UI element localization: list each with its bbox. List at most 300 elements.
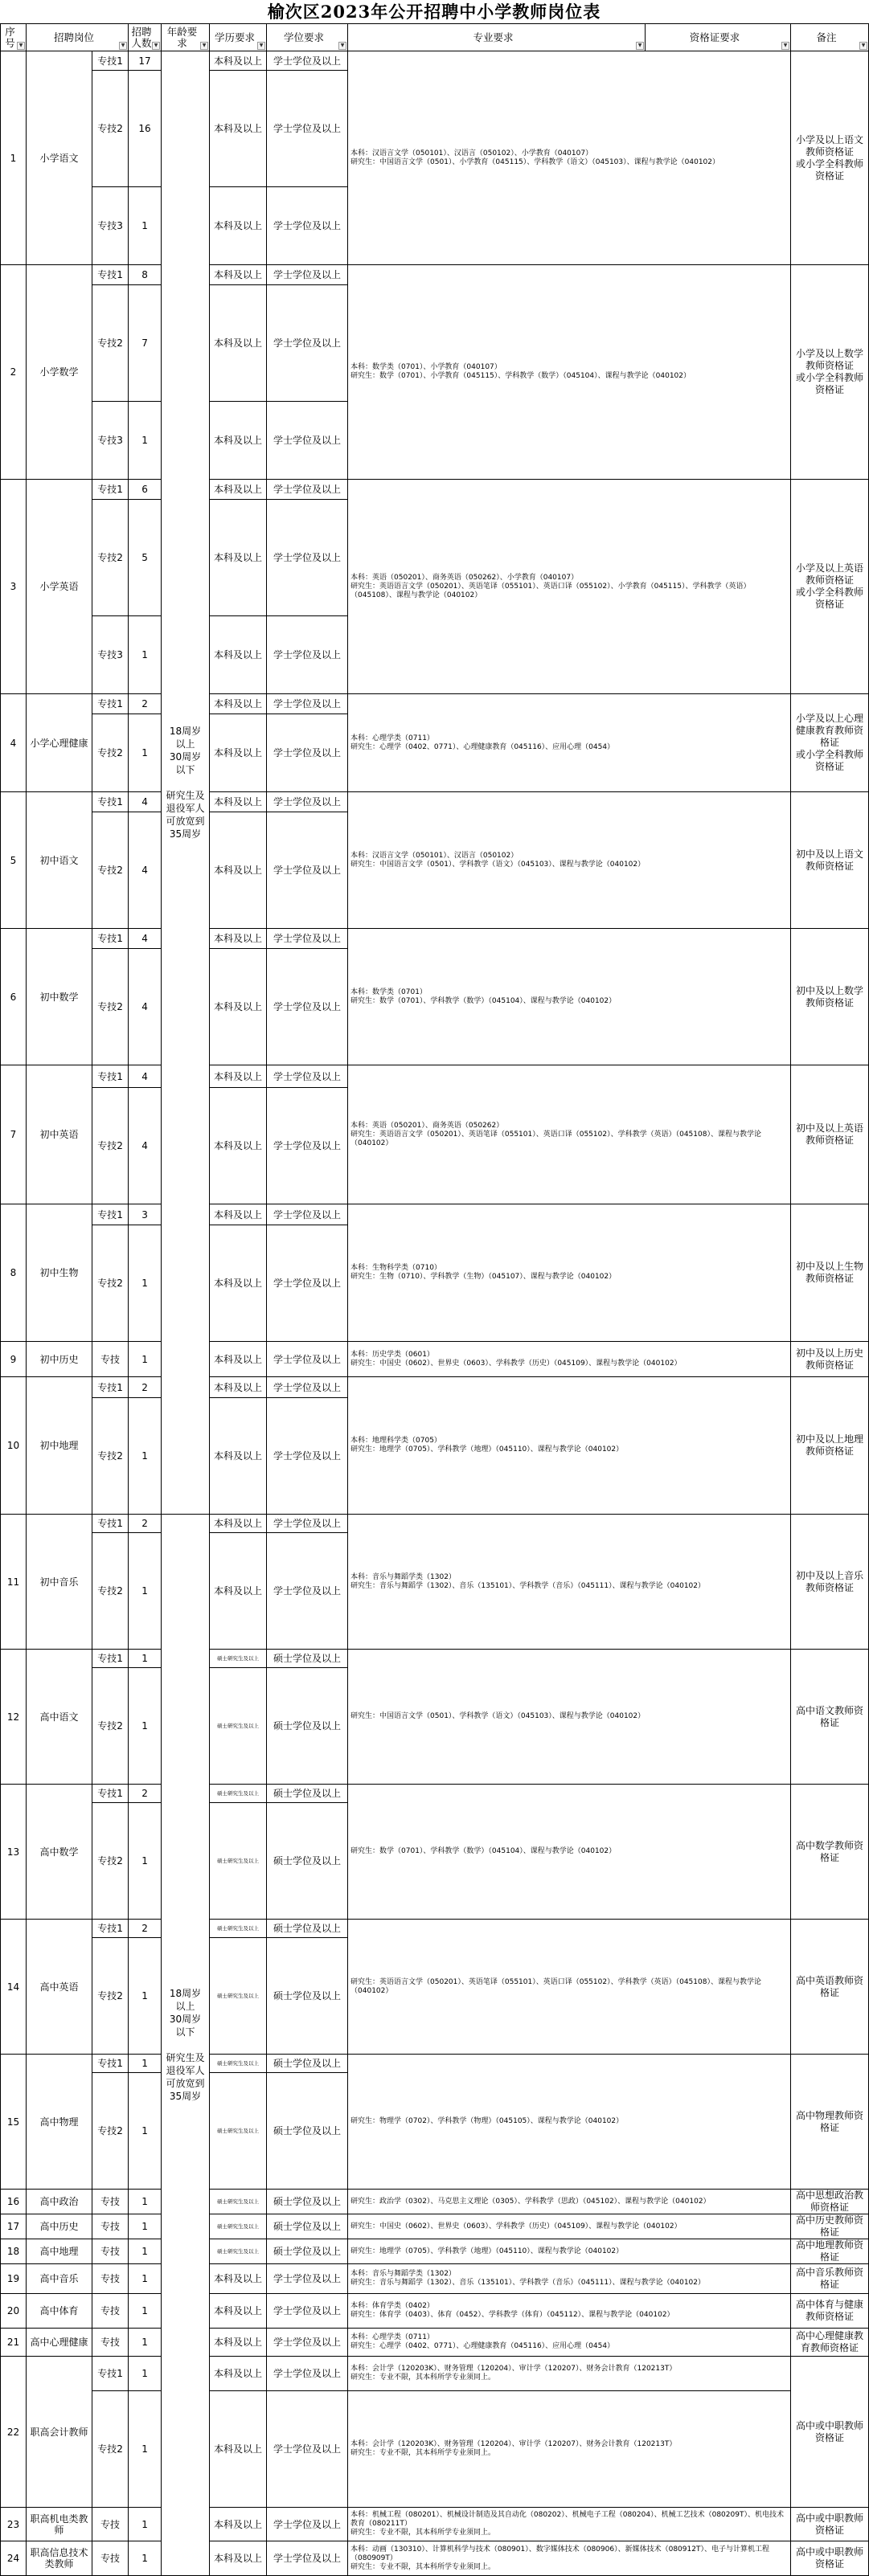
qualification-requirement: 高中英语教师资格证	[791, 1920, 869, 2055]
header-edu[interactable]: 学历要求 ▼	[210, 24, 267, 51]
row-seq: 16	[1, 2190, 27, 2214]
qualification-requirement: 初中及以上音乐教师资格证	[791, 1515, 869, 1650]
edu-requirement: 硕士研究生及以上	[210, 2214, 267, 2239]
edu-requirement: 本科及以上	[210, 929, 267, 949]
degree-requirement: 学士学位及以上	[267, 694, 348, 714]
post-name: 初中数学	[27, 929, 92, 1065]
edu-requirement: 本科及以上	[210, 2264, 267, 2294]
row-seq: 8	[1, 1204, 27, 1342]
row-seq: 9	[1, 1342, 27, 1377]
post-sub: 专技3	[92, 187, 129, 265]
hire-count: 1	[129, 2357, 162, 2391]
table-row	[1, 2541, 869, 2576]
table-row	[1, 2294, 869, 2329]
edu-requirement: 硕士研究生及以上	[210, 1668, 267, 1785]
post-name: 小学数学	[27, 265, 92, 480]
post-name: 初中生物	[27, 1204, 92, 1342]
hire-count: 1	[129, 2391, 162, 2508]
edu-requirement: 本科及以上	[210, 2541, 267, 2576]
qualification-requirement: 初中及以上语文教师资格证	[791, 792, 869, 929]
hire-count: 1	[129, 2508, 162, 2541]
post-sub: 专技1	[92, 1065, 129, 1088]
major-requirement: 研究生：地理学（0705）、学科教学（地理）（045110）、课程与教学论（040102）	[348, 2239, 791, 2264]
row-seq: 7	[1, 1065, 27, 1204]
degree-requirement: 学士学位及以上	[267, 187, 348, 265]
table-row	[1, 694, 869, 714]
edu-requirement: 硕士研究生及以上	[210, 2073, 267, 2190]
post-sub: 专技1	[92, 1377, 129, 1398]
hire-count: 4	[129, 792, 162, 812]
post-name: 初中语文	[27, 792, 92, 929]
post-name: 小学心理健康	[27, 694, 92, 792]
hire-count: 1	[129, 2190, 162, 2214]
header-qual[interactable]: 资格证要求 ▼	[646, 24, 791, 51]
hire-count: 1	[129, 2239, 162, 2264]
table-row	[1, 2391, 869, 2508]
post-name: 小学语文	[27, 51, 92, 265]
table-row	[1, 480, 869, 500]
hire-count: 4	[129, 1088, 162, 1204]
degree-requirement: 学士学位及以上	[267, 1398, 348, 1515]
post-sub: 专技	[92, 1342, 129, 1377]
row-seq: 23	[1, 2508, 27, 2541]
qualification-requirement: 初中及以上生物教师资格证	[791, 1204, 869, 1342]
post-sub: 专技1	[92, 929, 129, 949]
edu-requirement: 本科及以上	[210, 71, 267, 187]
filter-dropdown-icon[interactable]: ▼	[859, 42, 867, 50]
degree-requirement: 学士学位及以上	[267, 1204, 348, 1225]
post-sub: 专技1	[92, 1920, 129, 1938]
qualification-requirement: 高中音乐教师资格证	[791, 2264, 869, 2294]
post-name: 职高信息技术类教师	[27, 2541, 92, 2576]
degree-requirement: 学士学位及以上	[267, 792, 348, 812]
post-name: 初中地理	[27, 1377, 92, 1515]
hire-count: 1	[129, 1650, 162, 1668]
edu-requirement: 硕士研究生及以上	[210, 1650, 267, 1668]
degree-requirement: 硕士学位及以上	[267, 1938, 348, 2055]
table-row	[1, 2508, 869, 2541]
hire-count: 1	[129, 2294, 162, 2329]
post-sub: 专技	[92, 2294, 129, 2329]
degree-requirement: 学士学位及以上	[267, 2541, 348, 2576]
qualification-requirement: 高中或中职教师资格证	[791, 2541, 869, 2576]
edu-requirement: 硕士研究生及以上	[210, 2239, 267, 2264]
qualification-requirement: 高中或中职教师资格证	[791, 2508, 869, 2541]
filter-dropdown-icon[interactable]: ▼	[338, 42, 346, 50]
post-sub: 专技1	[92, 1650, 129, 1668]
hire-count: 1	[129, 1342, 162, 1377]
hire-count: 1	[129, 714, 162, 792]
major-requirement: 研究生：英语语言文学（050201）、英语笔译（055101）、英语口译（055102）、学科教学（英语）（045108）、课程与教学论（040102）	[348, 1920, 791, 2055]
degree-requirement: 学士学位及以上	[267, 2357, 348, 2391]
post-sub: 专技	[92, 2541, 129, 2576]
degree-requirement: 硕士学位及以上	[267, 2055, 348, 2073]
post-sub: 专技2	[92, 1938, 129, 2055]
row-seq: 22	[1, 2357, 27, 2508]
row-seq: 14	[1, 1920, 27, 2055]
major-requirement: 本科：数学类（0701）、小学教育（040107） 研究生：数学（0701）、小学教育（045115）、学科教学（数学）（045104）、课程与教学论（040102）	[348, 265, 791, 480]
post-sub: 专技	[92, 2239, 129, 2264]
row-seq: 21	[1, 2329, 27, 2357]
edu-requirement: 本科及以上	[210, 2294, 267, 2329]
hire-count: 1	[129, 402, 162, 480]
post-name: 高中英语	[27, 1920, 92, 2055]
edu-requirement: 本科及以上	[210, 2508, 267, 2541]
major-requirement: 研究生：物理学（0702）、学科教学（物理）（045105）、课程与教学论（040102）	[348, 2055, 791, 2190]
post-name: 初中音乐	[27, 1515, 92, 1650]
post-sub: 专技2	[92, 714, 129, 792]
filter-dropdown-icon[interactable]: ▼	[781, 42, 789, 50]
hire-count: 1	[129, 616, 162, 694]
degree-requirement: 学士学位及以上	[267, 402, 348, 480]
degree-requirement: 学士学位及以上	[267, 2329, 348, 2357]
post-name: 高中语文	[27, 1650, 92, 1785]
age-requirement: 18周岁 以上 30周岁 以下 研究生及 退役军人 可放宽到 35周岁	[162, 51, 210, 1515]
table-row	[1, 51, 869, 71]
header-count[interactable]: 招聘 人数 ▼	[129, 24, 162, 51]
degree-requirement: 学士学位及以上	[267, 2294, 348, 2329]
table-row	[1, 1342, 869, 1377]
post-name: 职高会计教师	[27, 2357, 92, 2508]
degree-requirement: 学士学位及以上	[267, 616, 348, 694]
qualification-requirement: 小学及以上数学教师资格证 或小学全科教师资格证	[791, 265, 869, 480]
qualification-requirement: 初中及以上历史教师资格证	[791, 1342, 869, 1377]
post-sub: 专技2	[92, 949, 129, 1065]
degree-requirement: 硕士学位及以上	[267, 2190, 348, 2214]
age-requirement: 18周岁 以上 30周岁 以下 研究生及 退役军人 可放宽到 35周岁	[162, 1515, 210, 2576]
edu-requirement: 硕士研究生及以上	[210, 1920, 267, 1938]
post-sub: 专技3	[92, 616, 129, 694]
filter-dropdown-icon[interactable]: ▼	[152, 42, 160, 50]
major-requirement: 本科：汉语言文学（050101）、汉语言（050102）、小学教育（040107） 研究生：中国语言文学（0501）、小学教育（045115）、学科教学（语文）（045103）、课程与教学论（040102）	[348, 51, 791, 265]
row-seq: 15	[1, 2055, 27, 2190]
row-seq: 17	[1, 2214, 27, 2239]
edu-requirement: 本科及以上	[210, 792, 267, 812]
hire-count: 1	[129, 1533, 162, 1650]
edu-requirement: 本科及以上	[210, 500, 267, 616]
post-sub: 专技1	[92, 2055, 129, 2073]
post-sub: 专技2	[92, 285, 129, 402]
table-row	[1, 2264, 869, 2294]
degree-requirement: 学士学位及以上	[267, 1533, 348, 1650]
edu-requirement: 本科及以上	[210, 949, 267, 1065]
hire-count: 4	[129, 929, 162, 949]
major-requirement: 研究生：政治学（0302）、马克思主义理论（0305）、学科教学（思政）（045102）、课程与教学论（040102）	[348, 2190, 791, 2214]
edu-requirement: 本科及以上	[210, 402, 267, 480]
post-sub: 专技2	[92, 2073, 129, 2190]
degree-requirement: 学士学位及以上	[267, 2508, 348, 2541]
row-seq: 4	[1, 694, 27, 792]
table-row	[1, 1204, 869, 1225]
hire-count: 3	[129, 1204, 162, 1225]
edu-requirement: 本科及以上	[210, 2391, 267, 2508]
hire-count: 1	[129, 2214, 162, 2239]
post-sub: 专技	[92, 2264, 129, 2294]
hire-count: 2	[129, 1515, 162, 1533]
post-sub: 专技1	[92, 265, 129, 285]
hire-count: 1	[129, 2541, 162, 2576]
post-name: 高中历史	[27, 2214, 92, 2239]
post-name: 高中政治	[27, 2190, 92, 2214]
major-requirement: 本科：心理学类（0711） 研究生：心理学（0402、0771）、心理健康教育（045116）、应用心理（0454）	[348, 694, 791, 792]
post-sub: 专技1	[92, 1515, 129, 1533]
post-sub: 专技	[92, 2329, 129, 2357]
major-requirement: 本科：地理科学类（0705） 研究生：地理学（0705）、学科教学（地理）（045110）、课程与教学论（040102）	[348, 1377, 791, 1515]
hire-count: 2	[129, 1377, 162, 1398]
row-seq: 12	[1, 1650, 27, 1785]
hire-count: 1	[129, 1225, 162, 1342]
major-requirement: 本科：会计学（120203K）、财务管理（120204）、审计学（120207）、财务会计教育（120213T） 研究生：专业不限，其本科所学专业须同上。	[348, 2391, 791, 2508]
post-sub: 专技2	[92, 1225, 129, 1342]
major-requirement: 本科：会计学（120203K）、财务管理（120204）、审计学（120207）、财务会计教育（120213T） 研究生：专业不限，其本科所学专业须同上。	[348, 2357, 791, 2391]
edu-requirement: 本科及以上	[210, 285, 267, 402]
post-sub: 专技2	[92, 1803, 129, 1920]
hire-count: 1	[129, 2264, 162, 2294]
major-requirement: 本科：汉语言文学（050101）、汉语言（050102） 研究生：中国语言文学（0501）、学科教学（语文）（045103）、课程与教学论（040102）	[348, 792, 791, 929]
degree-requirement: 学士学位及以上	[267, 1377, 348, 1398]
degree-requirement: 硕士学位及以上	[267, 2214, 348, 2239]
hire-count: 4	[129, 949, 162, 1065]
hire-count: 7	[129, 285, 162, 402]
post-sub: 专技2	[92, 71, 129, 187]
header-degree[interactable]: 学位要求 ▼	[267, 24, 348, 51]
post-sub: 专技1	[92, 694, 129, 714]
edu-requirement: 本科及以上	[210, 1342, 267, 1377]
row-seq: 2	[1, 265, 27, 480]
major-requirement: 研究生：数学（0701）、学科教学（数学）（045104）、课程与教学论（040102）	[348, 1785, 791, 1920]
table-row	[1, 1065, 869, 1088]
edu-requirement: 硕士研究生及以上	[210, 2055, 267, 2073]
major-requirement: 本科：英语（050201）、商务英语（050262） 研究生：英语语言文学（050201）、英语笔译（055101）、英语口译（055102）、学科教学（英语）（045108）、课程与教学论（040102）	[348, 1065, 791, 1204]
hire-count: 1	[129, 1938, 162, 2055]
table-body	[1, 51, 869, 2576]
post-name: 高中心理健康	[27, 2329, 92, 2357]
row-seq: 10	[1, 1377, 27, 1515]
degree-requirement: 学士学位及以上	[267, 1225, 348, 1342]
degree-requirement: 学士学位及以上	[267, 265, 348, 285]
filter-dropdown-icon[interactable]: ▼	[636, 42, 644, 50]
table-row	[1, 2357, 869, 2391]
qualification-requirement: 小学及以上语文教师资格证 或小学全科教师资格证	[791, 51, 869, 265]
post-sub: 专技2	[92, 1088, 129, 1204]
qualification-requirement: 高中心理健康教育教师资格证	[791, 2329, 869, 2357]
qualification-requirement: 高中地理教师资格证	[791, 2239, 869, 2264]
post-sub: 专技1	[92, 480, 129, 500]
qualification-requirement: 高中或中职教师资格证	[791, 2357, 869, 2508]
degree-requirement: 学士学位及以上	[267, 500, 348, 616]
degree-requirement: 学士学位及以上	[267, 1088, 348, 1204]
qualification-requirement: 高中物理教师资格证	[791, 2055, 869, 2190]
qualification-requirement: 小学及以上英语教师资格证 或小学全科教师资格证	[791, 480, 869, 694]
table-row	[1, 2239, 869, 2264]
row-seq: 3	[1, 480, 27, 694]
degree-requirement: 硕士学位及以上	[267, 1668, 348, 1785]
filter-dropdown-icon[interactable]: ▼	[200, 42, 208, 50]
edu-requirement: 硕士研究生及以上	[210, 1938, 267, 2055]
hire-count: 2	[129, 694, 162, 714]
table-row	[1, 1377, 869, 1398]
table-row	[1, 2055, 869, 2073]
qualification-requirement: 小学及以上心理健康教育教师资格证 或小学全科教师资格证	[791, 694, 869, 792]
degree-requirement: 学士学位及以上	[267, 285, 348, 402]
filter-dropdown-icon[interactable]: ▼	[17, 42, 25, 50]
edu-requirement: 本科及以上	[210, 714, 267, 792]
hire-count: 17	[129, 51, 162, 71]
edu-requirement: 本科及以上	[210, 187, 267, 265]
degree-requirement: 学士学位及以上	[267, 929, 348, 949]
table-row	[1, 792, 869, 812]
post-name: 高中体育	[27, 2294, 92, 2329]
header-seq[interactable]: 序号 ▼	[1, 24, 27, 51]
degree-requirement: 学士学位及以上	[267, 71, 348, 187]
hire-count: 4	[129, 812, 162, 929]
edu-requirement: 本科及以上	[210, 1088, 267, 1204]
qualification-requirement: 高中思想政治教师资格证	[791, 2190, 869, 2214]
post-name: 初中历史	[27, 1342, 92, 1377]
row-seq: 13	[1, 1785, 27, 1920]
edu-requirement: 本科及以上	[210, 1377, 267, 1398]
degree-requirement: 学士学位及以上	[267, 1515, 348, 1533]
edu-requirement: 本科及以上	[210, 1204, 267, 1225]
table-row	[1, 1650, 869, 1668]
degree-requirement: 硕士学位及以上	[267, 1920, 348, 1938]
post-name: 高中物理	[27, 2055, 92, 2190]
major-requirement: 本科：机械工程（080201）、机械设计制造及其自动化（080202）、机械电子工程（080204）、机械工艺技术（080209T）、机电技术教育（080211T） 研究生：专业不限，其本科所学专业须同上。	[348, 2508, 791, 2541]
row-seq: 24	[1, 2541, 27, 2576]
major-requirement: 本科：心理学类（0711） 研究生：心理学（0402、0771）、心理健康教育（045116）、应用心理（0454）	[348, 2329, 791, 2357]
hire-count: 1	[129, 187, 162, 265]
edu-requirement: 本科及以上	[210, 480, 267, 500]
edu-requirement: 本科及以上	[210, 694, 267, 714]
table-row	[1, 929, 869, 949]
hire-count: 1	[129, 1398, 162, 1515]
degree-requirement: 硕士学位及以上	[267, 1803, 348, 1920]
row-seq: 6	[1, 929, 27, 1065]
post-name: 小学英语	[27, 480, 92, 694]
qualification-requirement: 初中及以上英语教师资格证	[791, 1065, 869, 1204]
qualification-requirement: 高中数学教师资格证	[791, 1785, 869, 1920]
edu-requirement: 本科及以上	[210, 1065, 267, 1088]
edu-requirement: 硕士研究生及以上	[210, 1785, 267, 1803]
hire-count: 6	[129, 480, 162, 500]
row-seq: 1	[1, 51, 27, 265]
post-sub: 专技1	[92, 51, 129, 71]
row-seq: 5	[1, 792, 27, 929]
header-age[interactable]: 年龄要求 ▼	[162, 24, 210, 51]
edu-requirement: 硕士研究生及以上	[210, 2190, 267, 2214]
row-seq: 19	[1, 2264, 27, 2294]
qualification-requirement: 高中语文教师资格证	[791, 1650, 869, 1785]
header-note[interactable]: 备注 ▼	[791, 24, 869, 51]
post-sub: 专技1	[92, 1785, 129, 1803]
filter-dropdown-icon[interactable]: ▼	[257, 42, 265, 50]
major-requirement: 本科：音乐与舞蹈学类（1302） 研究生：音乐与舞蹈学（1302）、音乐（135101）、学科教学（音乐）（045111）、课程与教学论（040102）	[348, 1515, 791, 1650]
major-requirement: 本科：数学类（0701） 研究生：数学（0701）、学科教学（数学）（045104）、课程与教学论（040102）	[348, 929, 791, 1065]
table-row	[1, 1515, 869, 1533]
qualification-requirement: 高中历史教师资格证	[791, 2214, 869, 2239]
post-sub: 专技3	[92, 402, 129, 480]
post-name: 职高机电类教师	[27, 2508, 92, 2541]
edu-requirement: 本科及以上	[210, 51, 267, 71]
post-sub: 专技1	[92, 1204, 129, 1225]
major-requirement: 本科：生物科学类（0710） 研究生：生物（0710）、学科教学（生物）（045107）、课程与教学论（040102）	[348, 1204, 791, 1342]
edu-requirement: 本科及以上	[210, 265, 267, 285]
page-title: 榆次区2023年公开招聘中小学教师岗位表	[267, 2, 601, 22]
degree-requirement: 硕士学位及以上	[267, 2239, 348, 2264]
hire-count: 16	[129, 71, 162, 187]
post-sub: 专技2	[92, 500, 129, 616]
post-sub: 专技1	[92, 2357, 129, 2391]
major-requirement: 本科：体育学类（0402） 研究生：体育学（0403）、体育（0452）、学科教学（体育）（045112）、课程与教学论（040102）	[348, 2294, 791, 2329]
post-sub: 专技2	[92, 1533, 129, 1650]
qualification-requirement: 初中及以上数学教师资格证	[791, 929, 869, 1065]
hire-count: 2	[129, 1920, 162, 1938]
degree-requirement: 学士学位及以上	[267, 714, 348, 792]
header-post[interactable]: 招聘岗位 ▼	[27, 24, 129, 51]
hire-count: 1	[129, 2329, 162, 2357]
degree-requirement: 硕士学位及以上	[267, 1785, 348, 1803]
degree-requirement: 学士学位及以上	[267, 949, 348, 1065]
filter-dropdown-icon[interactable]: ▼	[119, 42, 127, 50]
post-name: 高中音乐	[27, 2264, 92, 2294]
hire-count: 4	[129, 1065, 162, 1088]
header-row	[1, 24, 869, 51]
hire-count: 1	[129, 2055, 162, 2073]
hire-count: 2	[129, 1785, 162, 1803]
table-row	[1, 265, 869, 285]
hire-count: 8	[129, 265, 162, 285]
major-requirement: 本科：音乐与舞蹈学类（1302） 研究生：音乐与舞蹈学（1302）、音乐（135101）、学科教学（音乐）（045111）、课程与教学论（040102）	[348, 2264, 791, 2294]
major-requirement: 本科：历史学类（0601） 研究生：中国史（0602）、世界史（0603）、学科教学（历史）（045109）、课程与教学论（040102）	[348, 1342, 791, 1377]
post-sub: 专技	[92, 2190, 129, 2214]
post-name: 初中英语	[27, 1065, 92, 1204]
qualification-requirement: 高中体育与健康教师资格证	[791, 2294, 869, 2329]
post-sub: 专技2	[92, 1668, 129, 1785]
major-requirement: 本科：动画（130310）、计算机科学与技术（080901）、数字媒体技术（080906）、新媒体技术（080912T）、电子与计算机工程（080909T） 研究生：专业不限，其本科所学专业须同上。	[348, 2541, 791, 2576]
major-requirement: 本科：英语（050201）、商务英语（050262）、小学教育（040107） 研究生：英语语言文学（050201）、英语笔译（055101）、英语口译（055102）、小学教育（045115）、学科教学（英语）（045108）、课程与教学论（040102）	[348, 480, 791, 694]
degree-requirement: 学士学位及以上	[267, 1065, 348, 1088]
hire-count: 1	[129, 1803, 162, 1920]
degree-requirement: 硕士学位及以上	[267, 1650, 348, 1668]
edu-requirement: 本科及以上	[210, 1533, 267, 1650]
post-sub: 专技2	[92, 812, 129, 929]
degree-requirement: 学士学位及以上	[267, 812, 348, 929]
table-row	[1, 2190, 869, 2214]
table-row	[1, 1920, 869, 1938]
major-requirement: 研究生：中国史（0602）、世界史（0603）、学科教学（历史）（045109）、课程与教学论（040102）	[348, 2214, 791, 2239]
row-seq: 18	[1, 2239, 27, 2264]
degree-requirement: 学士学位及以上	[267, 2264, 348, 2294]
post-sub: 专技	[92, 2508, 129, 2541]
edu-requirement: 本科及以上	[210, 1225, 267, 1342]
recruitment-table	[0, 23, 869, 2576]
edu-requirement: 本科及以上	[210, 1398, 267, 1515]
table-row	[1, 2329, 869, 2357]
post-sub: 专技	[92, 2214, 129, 2239]
header-major[interactable]: 专业要求 ▼	[348, 24, 646, 51]
edu-requirement: 本科及以上	[210, 2329, 267, 2357]
degree-requirement: 硕士学位及以上	[267, 2073, 348, 2190]
edu-requirement: 本科及以上	[210, 812, 267, 929]
table-row	[1, 1785, 869, 1803]
post-sub: 专技2	[92, 1398, 129, 1515]
hire-count: 5	[129, 500, 162, 616]
post-name: 高中地理	[27, 2239, 92, 2264]
table-row	[1, 2214, 869, 2239]
edu-requirement: 本科及以上	[210, 616, 267, 694]
post-sub: 专技2	[92, 2391, 129, 2508]
edu-requirement: 硕士研究生及以上	[210, 1803, 267, 1920]
